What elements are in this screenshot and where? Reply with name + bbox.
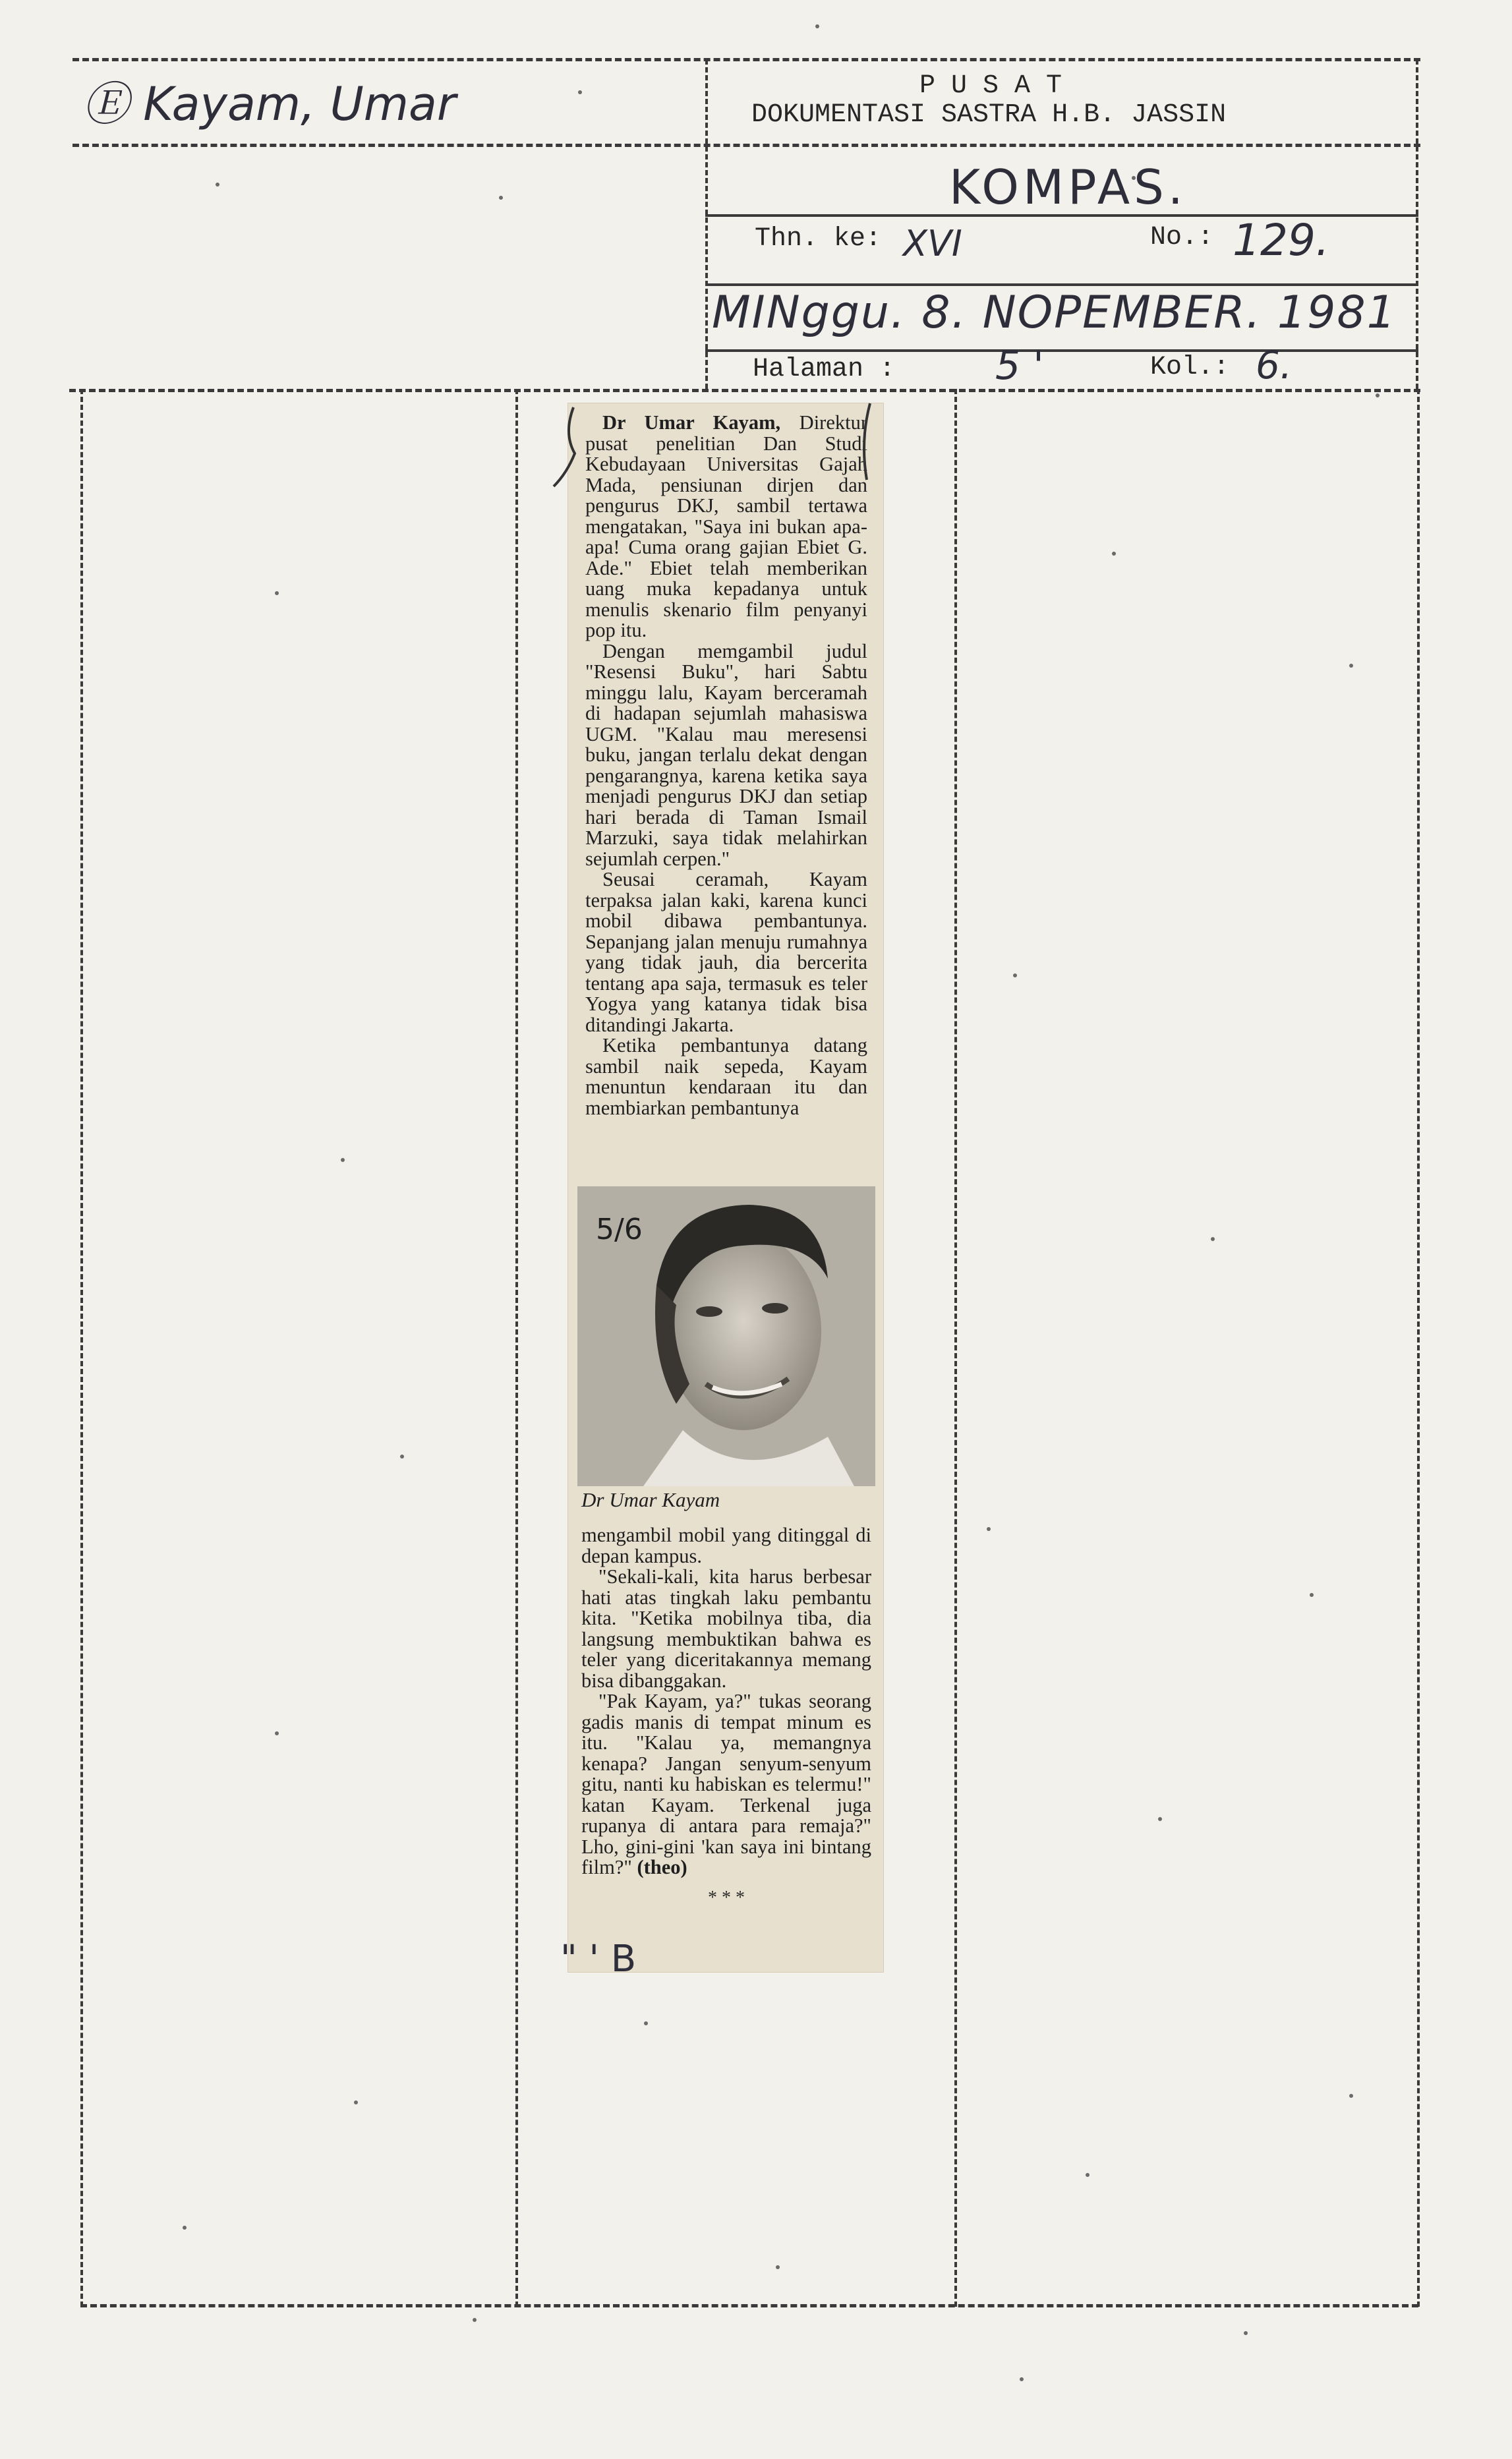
frame-right-edge	[1417, 389, 1420, 2307]
column-guide-right	[954, 389, 957, 2307]
kol-value: 6.	[1256, 343, 1293, 388]
halaman-label: Halaman :	[753, 355, 896, 384]
thn-value: XVI	[903, 223, 962, 264]
article-paragraph-2: Dengan memgambil judul "Resensi Buku", hari Sabtu minggu lalu, Kayam berceramah di hadapan sejumlah mahasiswa UGM. "Kalau mau meresensi buku, jangan terlalu dekat dengan pengarangnya, karena ketika saya menjadi pengurus DKJ dan setiap hari berada di Taman Ismail Marzuki, saya tidak melahirkan sejumlah cerpen."	[585, 639, 867, 870]
article-end-mark: * * *	[708, 1887, 745, 1908]
org-line-2: DOKUMENTASI SASTRA H.B. JASSIN	[751, 100, 1227, 130]
portrait-photo	[577, 1186, 875, 1486]
article-paragraph-5: mengambil mobil yang ditinggal di depan kampus.	[581, 1524, 871, 1567]
thn-label: Thn. ke:	[755, 224, 882, 254]
article-lead-name: Dr Umar Kayam,	[602, 411, 781, 434]
margin-pen-note: " ' B	[560, 1938, 637, 1981]
newspaper-name: KOMPAS.	[949, 159, 1187, 215]
header-row-rule-2	[705, 283, 1418, 286]
pen-bracket-marks	[527, 394, 896, 513]
header-mid-rule	[73, 144, 1420, 147]
header-top-rule	[73, 58, 1420, 61]
article-byline: (theo)	[637, 1856, 687, 1878]
no-value: 129.	[1233, 215, 1329, 266]
article-paragraph-3: Seusai ceramah, Kayam terpaksa jalan kaki, karena kunci mobil dibawa pembantunya. Sepanjang jalan menuju rumahnya yang tidak jauh, dia bercerita tentang apa saja, termasuk es teler Yogya yang katanya tidak bisa ditandingi Jakarta.	[585, 868, 867, 1036]
article-paragraph-6: "Sekali-kali, kita harus berbesar hati atas tingkah laku pembantu kita. "Ketika mobilnya tiba, dia langsung membuktikan bahwa es teler yang diceritakannya memang bisa dibanggakan.	[581, 1565, 871, 1692]
no-label: No.:	[1150, 223, 1214, 252]
halaman-value: 5 '	[995, 343, 1044, 389]
article-paragraph-7-text: "Pak Kayam, ya?" tukas seorang gadis manis di tempat minum es itu. "Kalau ya, memangnya kenapa? Jangan senyum-senyum gitu, nanti ku habiskan es telermu!" katan Kayam. Terkenal juga rupanya di antara para remaja?" Lho, gini-gini 'kan saya ini bintang film?"	[581, 1690, 871, 1878]
article-paragraph-4: Ketika pembantunya datang sambil naik sepeda, Kayam menuntun kendaraan itu dan membiarkan pembantunya	[585, 1034, 867, 1119]
kol-label: Kol.:	[1150, 353, 1230, 382]
column-guide-left	[515, 389, 518, 2307]
article-paragraph-1-text: Direktur pusat penelitian Dan Studi Kebudayaan Universitas Gajah Mada, pensiunan dirjen dan pengurus DKJ, sambil tertawa mengatakan, "Saya ini bukan apa-apa! Cuma orang gajian Ebiet G. Ade." Ebiet telah memberikan uang muka kepadanya untuk menulis skenario film penyanyi pop itu.	[585, 411, 868, 641]
handwritten-subject: Ⓔ Kayam, Umar	[82, 77, 456, 131]
article-paragraph-7	[581, 1691, 871, 1878]
header-right-edge	[1416, 59, 1418, 389]
photo-caption: Dr Umar Kayam	[581, 1488, 720, 1511]
frame-left-edge	[80, 389, 83, 2307]
publication-date: MINggu. 8. NOPEMBER. 1981	[712, 287, 1397, 339]
article-upper	[585, 413, 867, 1118]
article-lower	[581, 1525, 871, 1909]
photo-handwritten-mark: 5/6	[596, 1213, 643, 1246]
header-divider	[705, 59, 708, 389]
header-bottom-rule	[69, 389, 1420, 392]
frame-bottom-rule	[80, 2304, 1418, 2307]
header-row-rule-3	[705, 349, 1418, 352]
org-line-1: P U S A T	[919, 71, 1062, 101]
